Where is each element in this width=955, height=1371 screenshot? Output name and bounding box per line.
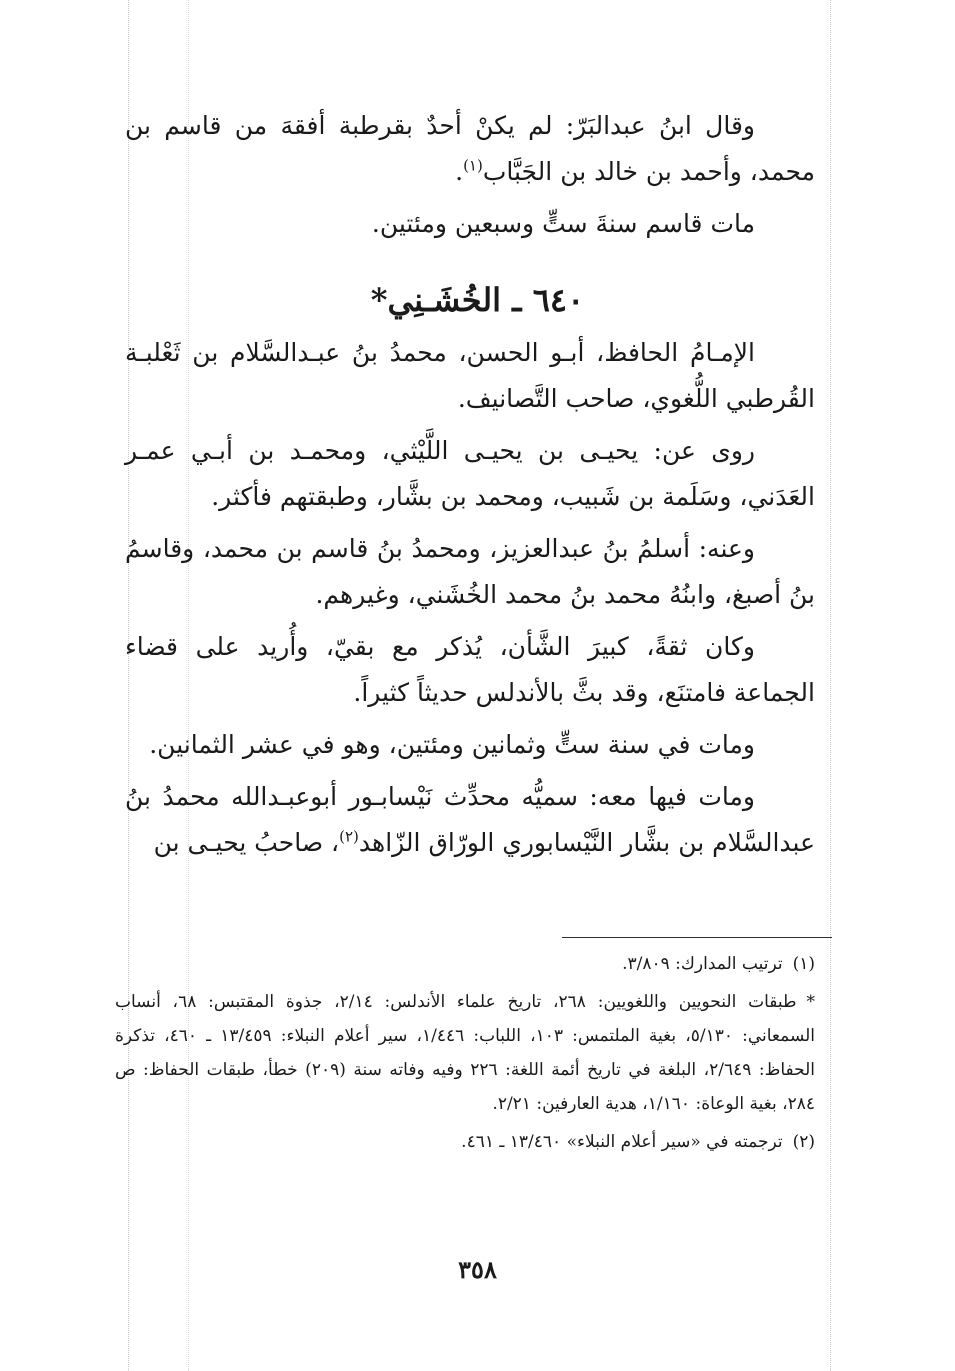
paragraph: ومات فيها معه: سميُّه محدِّث نَيْسابـور أبوعبـدالله محمدُ بنُ عبدالسَّلام بن بشَّار النَّيْسابوري الورّاق الزّاهد$^{(٢)}$، صاحبُ يحيـى بن <box>125 782 815 857</box>
paragraph: وعنه: أسلمُ بنُ عبدالعزيز، ومحمدُ بنُ قاسم بن محمد، وقاسمُ بنُ أصبغ، وابنُهُ محمد بنُ محمد الخُشَني، وغيرهم. <box>125 534 815 609</box>
footnote-ref: (١) <box>463 156 483 175</box>
footnotes <box>115 947 815 1163</box>
footnote: *طبقات النحويين واللغويين: ٢٦٨، تاريخ علماء الأندلس: ٢/١٤، جذوة المقتبس: ٦٨، أنساب السمعاني: ٥/١٣٠، بغية الملتمس: ١٠٣، اللباب: ١/٤٤٦، سير أعلام النبلاء: ١٣/٤٥٩ ـ ٤٦٠، تذكرة الحفاظ: ٢/٦٤٩، البلغة في تاريخ أئمة اللغة: ٢٢٦ وفيه وفاته سنة (٢٠٩) خطأ، طبقات الحفاظ: ص ٢٨٤، بغية الوعاة: ١/١٦٠، هدية العارفين: ٢/٢١. <box>115 985 815 1121</box>
paragraph: روى عن: يحيـى بن يحيـى اللَّيْثي، ومحمـد بن أبـي عمـر العَدَني، وسَلَمة بن شَبيب، ومحمد بن بشَّار، وطبقتهم فأكثر. <box>125 436 815 511</box>
paragraph: الإمـامُ الحافظ، أبـو الحسن، محمدُ بنُ عبـدالسَّلام بن ثَعْلبـة القُرطبي اللُّغوي، صاحب التَّصانيف. <box>125 338 815 413</box>
footnote-ref: (٢) <box>339 827 359 846</box>
footnote-mark: (٢) <box>792 1132 815 1152</box>
scan-guide-line <box>830 0 831 1371</box>
paragraph: ومات في سنة ستٍّ وثمانين ومئتين، وهو في عشر الثمانين. <box>149 730 755 759</box>
footnote-mark: * <box>806 992 816 1012</box>
entry-heading: ٦٤٠ ـ الخُشَـنِي* <box>370 281 585 319</box>
entry-body <box>125 330 815 872</box>
footnote: (١)ترتيب المدارك: ٣/٨٠٩. <box>115 947 815 981</box>
paragraph: وقال ابنُ عبدالبَرّ: لم يكنْ أحدٌ بقرطبة أفقهَ من قاسم بن محمد، وأحمد بن خالد بن الجَبَّاب$^{(١)}$. <box>125 111 815 186</box>
continuation-block <box>125 103 815 253</box>
footnote: (٢)ترجمته في «سير أعلام النبلاء» ١٣/٤٦٠ ـ ٤٦١. <box>115 1125 815 1159</box>
page-number: ٣٥٨ <box>458 1255 497 1284</box>
footnote-mark: (١) <box>792 954 815 974</box>
paragraph: مات قاسم سنةَ ستٍّ وسبعين ومئتين. <box>371 209 755 238</box>
footnote-separator <box>562 937 832 938</box>
paragraph: وكان ثقةً، كبيرَ الشَّأن، يُذكر مع بقيّ، وأُريد على قضاء الجماعة فامتنَع، وقد بثَّ بالأندلس حديثاً كثيراً. <box>125 632 815 707</box>
